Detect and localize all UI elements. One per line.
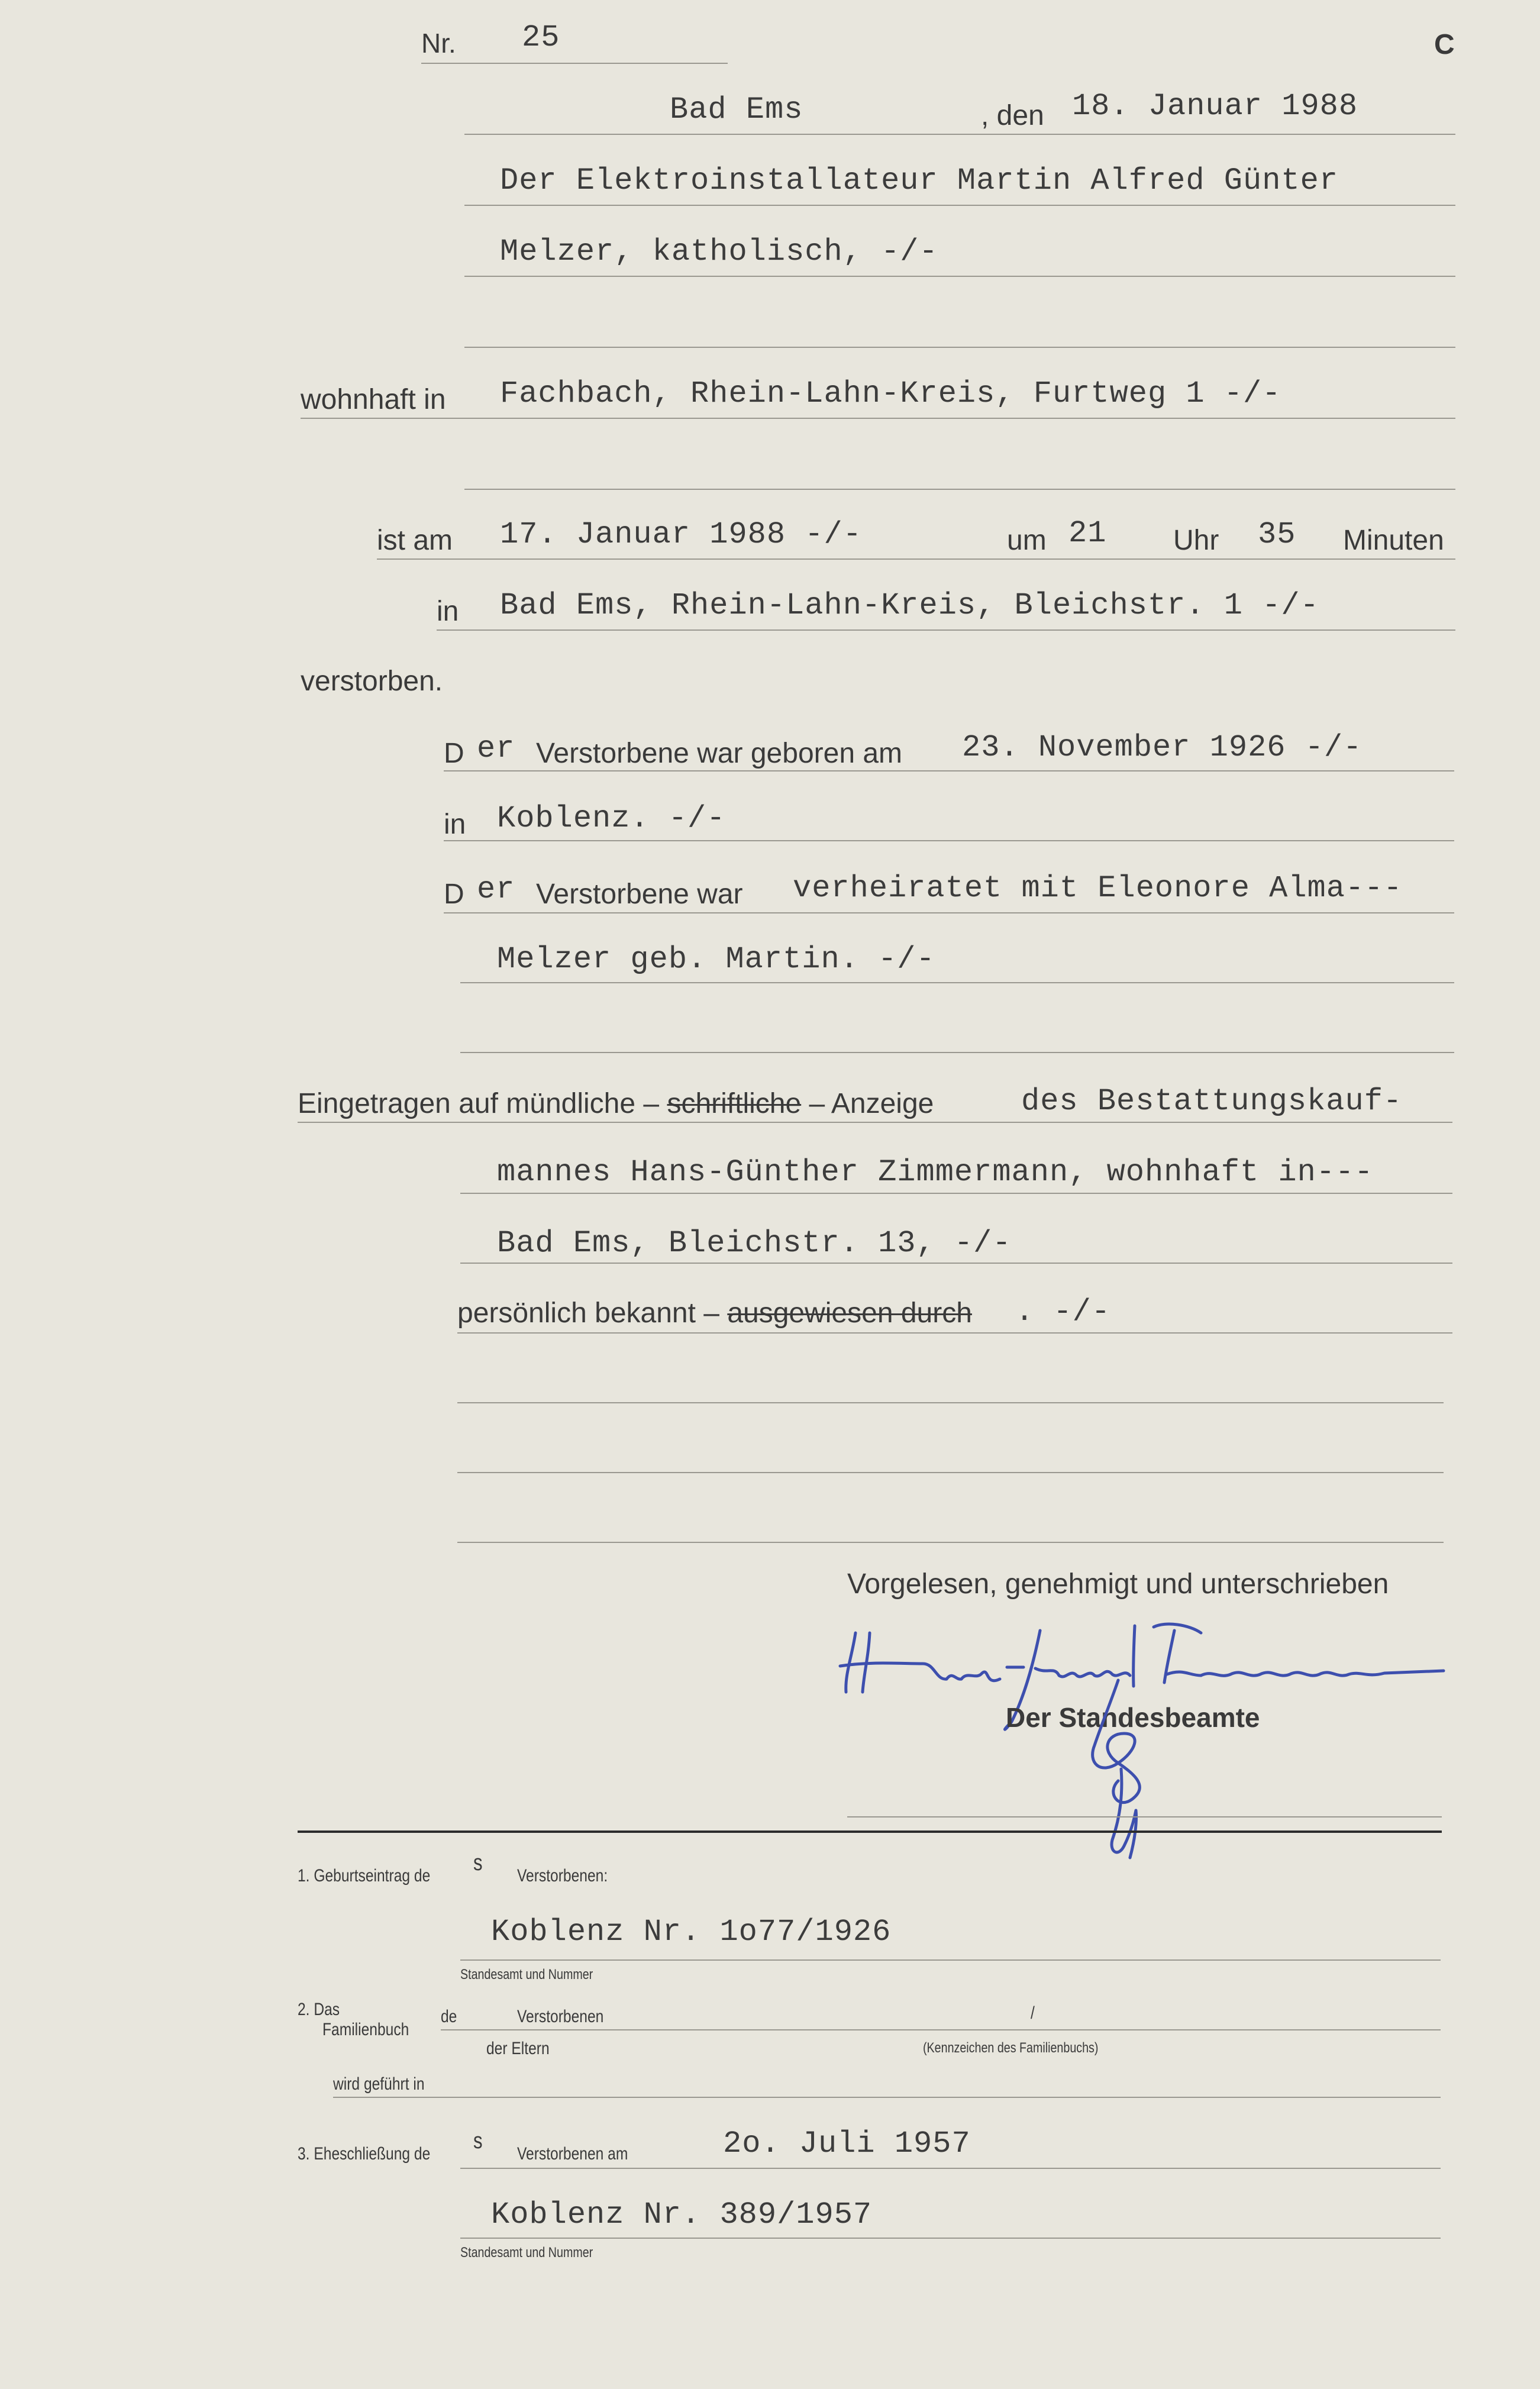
marital-rule-2 [460,982,1454,983]
signature-rule [847,1816,1442,1817]
marital-line-2: Melzer geb. Martin. -/- [497,942,935,977]
birth-in-label: in [444,809,466,840]
footer-item-2-caption: (Kennzeichen des Familienbuchs) [923,2040,1099,2056]
footer-item-1-caption: Standesamt und Nummer [460,1967,593,1983]
marital-label: Verstorbene war [536,879,743,910]
residence-rule [301,418,1455,419]
marital-rule-1 [444,912,1454,913]
marital-d-prefix: D [444,879,464,910]
registration-line-1: des Bestattungskauf- [1021,1084,1403,1119]
death-hour: 21 [1068,516,1107,551]
footer-item-1-rule [460,1959,1441,1961]
death-place: Bad Ems, Rhein-Lahn-Kreis, Bleichstr. 1 -/- [500,588,1319,623]
registration-rule-2 [460,1193,1452,1194]
birth-rule [444,770,1454,771]
registration-line-3: Bad Ems, Bleichstr. 13, -/- [497,1226,1012,1261]
residence-rule-2 [464,489,1455,490]
nr-label: Nr. [421,28,456,59]
birth-er-insert: er [477,731,515,766]
known-value: . -/- [1015,1294,1111,1329]
footer-item-3-s: s [473,2129,483,2154]
declarant-line-2: Melzer, katholisch, -/- [500,234,938,269]
registration-label-a: Eingetragen auf mündliche – [298,1088,660,1119]
registration-rule-1 [298,1122,1452,1123]
blank-rule-3 [457,1542,1444,1543]
registrar-signature [1077,1674,1160,1870]
declarant-rule-2 [464,276,1455,277]
residence-value: Fachbach, Rhein-Lahn-Kreis, Furtweg 1 -/- [500,376,1281,411]
known-label-text: persönlich bekannt – [457,1297,719,1329]
entry-number: 25 [522,20,560,55]
blank-rule-2 [457,1472,1444,1473]
known-struck: ausgewiesen durch [727,1297,972,1329]
blank-rule-1 [457,1402,1444,1403]
footer-item-2-kept: wird geführt in [333,2074,425,2094]
death-place-rule [437,629,1455,631]
footer-item-2-de: de [441,2007,457,2026]
known-label [457,1299,972,1328]
footer-item-3-value-rule [460,2238,1441,2239]
declarant-rule-1 [464,205,1455,206]
verstorben-label: verstorben. [301,666,443,697]
footer-item-2-num: 2. Das [298,2000,340,2019]
minuten-label: Minuten [1343,525,1444,556]
registry-place: Bad Ems [670,92,803,127]
den-label: , den [981,100,1044,131]
declarant-rule-3 [464,347,1455,348]
registration-rule-3 [460,1263,1452,1264]
birth-date: 23. November 1926 -/- [962,730,1363,765]
registration-label-b: – Anzeige [809,1088,934,1119]
footer-item-3-date: 2o. Juli 1957 [723,2126,971,2161]
footer-item-3-value: Koblenz Nr. 389/1957 [491,2197,873,2232]
footer-item-2-label: Familienbuch [322,2020,409,2039]
marital-rule-3 [460,1052,1454,1053]
footer-item-3-suffix: Verstorbenen am [517,2144,628,2164]
footer-item-1-label: 1. Geburtseintrag de [298,1866,431,1886]
footer-item-2-rule [441,2029,1441,2030]
registrar-title: Der Standesbeamte [1006,1702,1260,1733]
footer-item-1-s: s [473,1851,483,1875]
known-rule [457,1332,1452,1334]
footer-item-2-slash: / [1031,2003,1035,2023]
footer-divider [298,1831,1442,1833]
footer-item-1-suffix: Verstorbenen: [517,1866,608,1886]
registration-struck: schriftliche [667,1088,802,1119]
registration-label [298,1090,934,1118]
uhr-label: Uhr [1173,525,1219,556]
um-label: um [1007,525,1047,556]
birth-label: Verstorbene war geboren am [536,738,903,769]
death-date: 17. Januar 1988 -/- [500,517,862,552]
birth-place: Koblenz. -/- [497,801,726,836]
registration-line-2: mannes Hans-Günther Zimmermann, wohnhaft in--- [497,1155,1374,1190]
footer-item-3-rule [460,2168,1441,2169]
header-rule [464,134,1455,135]
footer-item-3-label: 3. Eheschließung de [298,2144,431,2164]
footer-item-2-opt1: Verstorbenen [517,2007,604,2026]
death-minutes: 35 [1258,517,1296,552]
corner-mark: C [1434,29,1455,60]
nr-rule [421,63,728,64]
declarant-line-1: Der Elektroinstallateur Martin Alfred Günter [500,163,1339,198]
footer-item-1-value: Koblenz Nr. 1o77/1926 [491,1915,892,1949]
footer-item-3-caption: Standesamt und Nummer [460,2245,593,2261]
marital-line-1: verheiratet mit Eleonore Alma--- [793,871,1403,906]
footer-item-2-opt2: der Eltern [486,2039,550,2058]
read-approved-text: Vorgelesen, genehmigt und unterschrieben [847,1568,1389,1600]
death-rule [377,558,1455,560]
birth-d-prefix: D [444,738,464,769]
marital-er-insert: er [477,872,515,907]
ist-am-label: ist am [377,525,453,556]
residence-label: wohnhaft in [301,384,446,415]
footer-item-2-kept-rule [333,2097,1441,2098]
registry-date: 18. Januar 1988 [1072,89,1358,124]
birth-place-rule [444,840,1454,841]
death-in-label: in [437,596,459,627]
